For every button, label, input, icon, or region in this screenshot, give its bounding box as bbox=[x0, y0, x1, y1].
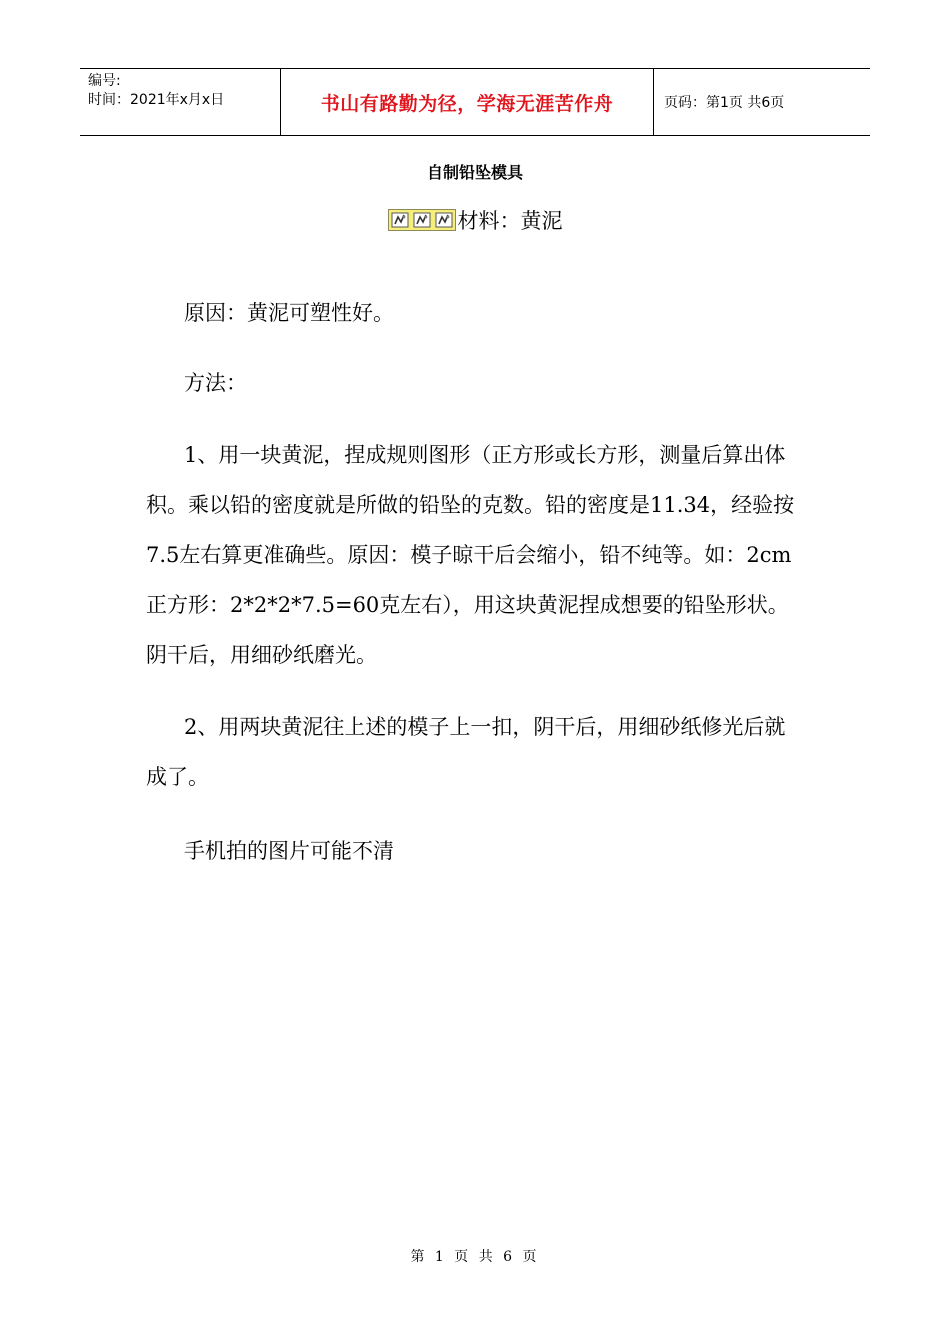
paragraph-text: 2、用两块黄泥往上述的模子上一扣，阴干后，用细砂纸修光后就成了。 bbox=[146, 715, 786, 789]
paragraph-step-1 bbox=[146, 430, 806, 680]
paragraph-text: 方法： bbox=[184, 371, 247, 395]
picture-icon bbox=[433, 210, 455, 230]
header-table bbox=[80, 68, 870, 136]
picture-icon-group bbox=[388, 209, 456, 231]
header-motto-cell bbox=[281, 69, 654, 135]
paragraph-step-2 bbox=[146, 702, 806, 802]
page-info: 页码：第1页 共6页 bbox=[664, 95, 785, 111]
paragraph-reason bbox=[146, 288, 806, 338]
header-meta-cell bbox=[80, 69, 281, 135]
paragraph-text: 原因：黄泥可塑性好。 bbox=[184, 301, 394, 325]
number-label: 编号: bbox=[88, 73, 121, 89]
picture-icon bbox=[411, 210, 433, 230]
paragraph-note bbox=[146, 826, 806, 876]
paragraph-text: 1、用一块黄泥，捏成规则图形（正方形或长方形，测量后算出体积。乘以铅的密度就是所做的铅坠的克数。铅的密度是11.34，经验按7.5左右算更准确些。原因：模子晾干后会缩小，铅不纯等。如：2cm正方形：2*2*2*7.5=60克左右），用这块黄泥捏成想要的铅坠形状。阴干后，用细砂纸磨光。 bbox=[146, 443, 795, 667]
time-label: 时间：2021年x月x日 bbox=[88, 92, 225, 108]
paragraph-text: 手机拍的图片可能不清 bbox=[184, 839, 394, 863]
page-footer: 第 1 页 共 6 页 bbox=[410, 1249, 540, 1265]
header-page-cell bbox=[654, 69, 870, 135]
material-text: 材料：黄泥 bbox=[457, 209, 563, 233]
motto-text: 书山有路勤为径，学海无涯苦作舟 bbox=[320, 92, 614, 115]
document-title: 自制铅坠模具 bbox=[426, 163, 523, 182]
paragraph-method-heading bbox=[146, 358, 806, 408]
picture-icon bbox=[389, 210, 411, 230]
material-line bbox=[0, 205, 950, 235]
